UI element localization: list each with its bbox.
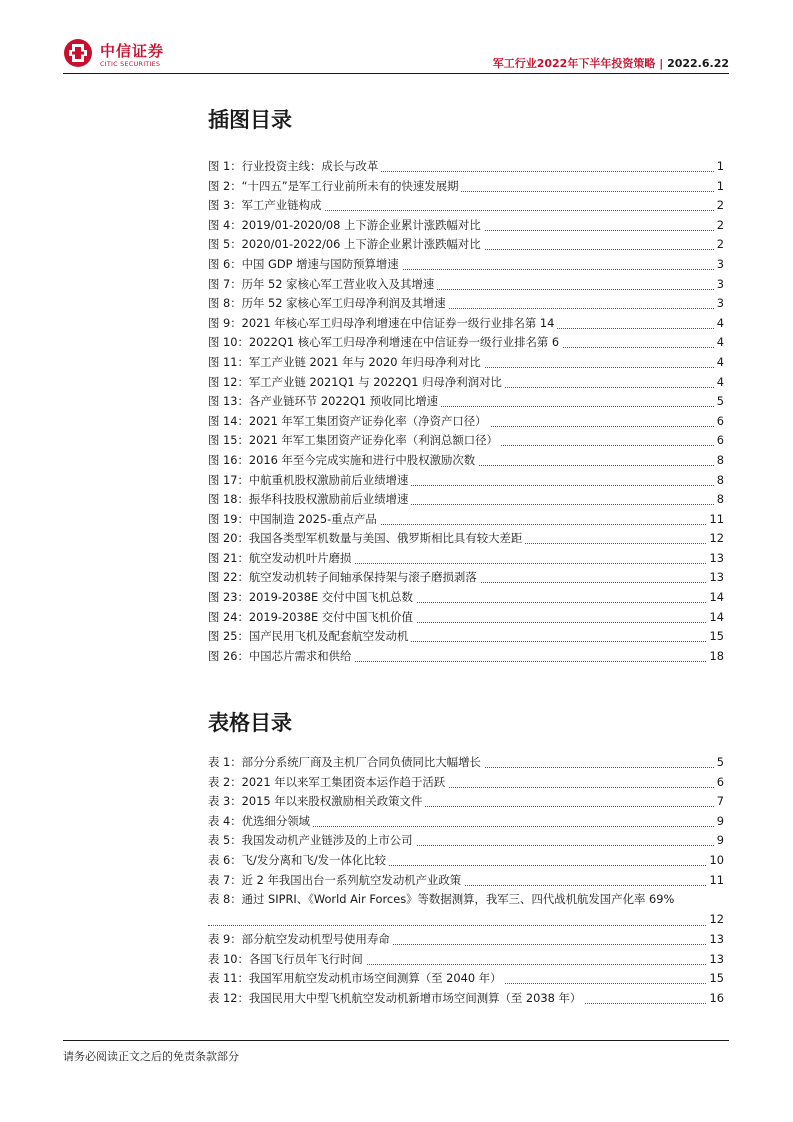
entry-label: 表 12：我国民用大中型飞机航空发动机新增市场空间测算（至 2038 年） — [208, 991, 584, 1005]
entry-page-number: 4 — [714, 373, 724, 393]
entry-page-number: 16 — [707, 989, 725, 1009]
figure-index-entry[interactable] — [208, 333, 724, 353]
entry-page-number: 14 — [707, 588, 725, 608]
figure-index-entry[interactable] — [208, 216, 724, 236]
footer-divider — [63, 1040, 729, 1041]
entry-label: 表 8：通过 SIPRI、《World Air Forces》等数据测算，我军三、四代战机航发国产化率 69% — [208, 892, 675, 907]
entry-label: 图 22：航空发动机转子间轴承保持架与滚子磨损剥落 — [208, 570, 480, 584]
entry-page-number: 7 — [714, 792, 724, 812]
figure-index-entry[interactable] — [208, 451, 724, 471]
citic-logo — [63, 38, 173, 72]
entry-page-number: 15 — [707, 969, 725, 989]
entry-label: 表 4：优选细分领域 — [208, 814, 313, 828]
entry-page-number: 2 — [714, 235, 724, 255]
table-index-entry[interactable] — [208, 792, 724, 812]
entry-page-number: 10 — [707, 851, 725, 871]
figures-index-list — [208, 157, 724, 666]
figure-index-entry[interactable] — [208, 412, 724, 432]
entry-page-number: 11 — [707, 871, 725, 891]
footer-disclaimer: 请务必阅读正文之后的免责条款部分 — [63, 1050, 239, 1063]
entry-page-number: 9 — [714, 831, 724, 851]
figure-index-entry[interactable] — [208, 294, 724, 314]
entry-page-number: 8 — [714, 471, 724, 491]
entry-label: 图 5：2020/01-2022/06 上下游企业累计涨跌幅对比 — [208, 237, 484, 251]
report-title: 军工行业2022年下半年投资策略 — [492, 57, 656, 70]
entry-page-number: 2 — [714, 216, 724, 236]
entry-label: 图 20：我国各类型军机数量与美国、俄罗斯相比具有较大差距 — [208, 531, 525, 545]
entry-label: 图 23：2019-2038E 交付中国飞机总数 — [208, 590, 416, 604]
figure-index-entry[interactable] — [208, 529, 724, 549]
entry-label: 表 10：各国飞行员年飞行时间 — [208, 952, 366, 966]
table-index-entry[interactable] — [208, 930, 724, 950]
entry-label: 图 24：2019-2038E 交付中国飞机价值 — [208, 610, 416, 624]
figure-index-entry[interactable] — [208, 549, 724, 569]
entry-page-number: 6 — [714, 412, 724, 432]
figure-index-entry[interactable] — [208, 471, 724, 491]
report-header-info — [493, 55, 729, 71]
figure-index-entry[interactable] — [208, 608, 724, 628]
entry-page-number: 8 — [714, 490, 724, 510]
company-name-cn: 中信证券 — [100, 42, 165, 60]
table-index-entry[interactable] — [208, 890, 724, 930]
table-index-entry[interactable] — [208, 773, 724, 793]
tables-index-title: 表格目录 — [208, 711, 292, 735]
entry-label: 图 4：2019/01-2020/08 上下游企业累计涨跌幅对比 — [208, 218, 484, 232]
entry-label: 图 10：2022Q1 核心军工归母净利增速在中信证券一级行业排名第 6 — [208, 335, 562, 349]
entry-page-number: 1 — [714, 157, 724, 177]
table-index-entry[interactable] — [208, 831, 724, 851]
company-name-en: CITIC SECURITIES — [100, 60, 161, 68]
entry-label: 图 21：航空发动机叶片磨损 — [208, 551, 354, 565]
entry-label: 图 3：军工产业链构成 — [208, 198, 324, 212]
entry-label: 图 6：中国 GDP 增速与国防预算增速 — [208, 257, 402, 271]
entry-page-number: 13 — [707, 930, 725, 950]
report-date: 2022.6.22 — [667, 57, 729, 70]
figure-index-entry[interactable] — [208, 275, 724, 295]
entry-label: 图 13：各产业链环节 2022Q1 预收同比增速 — [208, 394, 441, 408]
figure-index-entry[interactable] — [208, 177, 724, 197]
entry-label: 表 5：我国发动机产业链涉及的上市公司 — [208, 833, 416, 847]
figure-index-entry[interactable] — [208, 510, 724, 530]
table-index-entry[interactable] — [208, 989, 724, 1009]
header-separator: | — [659, 57, 664, 70]
entry-page-number: 4 — [714, 353, 724, 373]
table-index-entry[interactable] — [208, 753, 724, 773]
entry-label: 图 19：中国制造 2025-重点产品 — [208, 512, 380, 526]
entry-label: 表 3：2015 年以来股权激励相关政策文件 — [208, 794, 425, 808]
entry-page-number: 12 — [707, 529, 725, 549]
entry-page-number: 5 — [714, 392, 724, 412]
entry-label: 图 26：中国芯片需求和供给 — [208, 649, 354, 663]
entry-label: 图 16：2016 年至今完成实施和进行中股权激励次数 — [208, 453, 478, 467]
figure-index-entry[interactable] — [208, 490, 724, 510]
entry-page-number: 13 — [707, 950, 725, 970]
header-divider — [63, 73, 729, 74]
entry-label: 表 7：近 2 年我国出台一系列航空发动机产业政策 — [208, 873, 464, 887]
table-index-entry[interactable] — [208, 812, 724, 832]
entry-label: 表 9：部分航空发动机型号使用寿命 — [208, 932, 393, 946]
figure-index-entry[interactable] — [208, 157, 724, 177]
entry-page-number: 1 — [714, 177, 724, 197]
entry-page-number: 15 — [707, 627, 725, 647]
citic-logo-icon — [63, 38, 93, 68]
entry-page-number: 3 — [714, 294, 724, 314]
entry-page-number: 9 — [714, 812, 724, 832]
entry-label: 图 17：中航重机股权激励前后业绩增速 — [208, 473, 411, 487]
page-header — [63, 36, 729, 76]
figure-index-entry[interactable] — [208, 568, 724, 588]
entry-label: 表 11：我国军用航空发动机市场空间测算（至 2040 年） — [208, 971, 505, 985]
figure-index-entry[interactable] — [208, 353, 724, 373]
figure-index-entry[interactable] — [208, 392, 724, 412]
figure-index-entry[interactable] — [208, 647, 724, 667]
entry-page-number: 12 — [707, 910, 725, 930]
entry-label: 图 7：历年 52 家核心军工营业收入及其增速 — [208, 277, 437, 291]
entry-label: 图 14：2021 年军工集团资产证券化率（净资产口径） — [208, 414, 490, 428]
entry-page-number: 11 — [707, 510, 725, 530]
entry-label: 图 1：行业投资主线：成长与改革 — [208, 159, 381, 173]
figures-index-title: 插图目录 — [208, 108, 292, 132]
table-index-entry[interactable] — [208, 950, 724, 970]
figure-index-entry[interactable] — [208, 235, 724, 255]
entry-page-number: 13 — [707, 549, 725, 569]
entry-page-number: 8 — [714, 451, 724, 471]
table-index-entry[interactable] — [208, 871, 724, 891]
entry-label: 图 25：国产民用飞机及配套航空发动机 — [208, 629, 411, 643]
figure-index-entry[interactable] — [208, 255, 724, 275]
table-index-entry[interactable] — [208, 969, 724, 989]
figure-index-entry[interactable] — [208, 373, 724, 393]
figure-index-entry[interactable] — [208, 196, 724, 216]
entry-label: 表 6：飞/发分离和飞/发一体化比较 — [208, 853, 389, 867]
entry-page-number: 3 — [714, 275, 724, 295]
entry-page-number: 5 — [714, 753, 724, 773]
entry-page-number: 18 — [707, 647, 725, 667]
entry-page-number: 13 — [707, 568, 725, 588]
figure-index-entry[interactable] — [208, 627, 724, 647]
entry-label: 表 1：部分分系统厂商及主机厂合同负债同比大幅增长 — [208, 755, 484, 769]
entry-label: 图 18：振华科技股权激励前后业绩增速 — [208, 492, 411, 506]
entry-label: 表 2：2021 年以来军工集团资本运作趋于活跃 — [208, 775, 448, 789]
entry-label: 图 8：历年 52 家核心军工归母净利润及其增速 — [208, 296, 449, 310]
dot-leader — [208, 925, 724, 926]
table-index-entry[interactable] — [208, 851, 724, 871]
tables-index-list — [208, 753, 724, 1009]
entry-page-number: 2 — [714, 196, 724, 216]
entry-page-number: 6 — [714, 773, 724, 793]
entry-label: 图 9：2021 年核心军工归母净利增速在中信证券一级行业排名第 14 — [208, 316, 557, 330]
entry-label: 图 15：2021 年军工集团资产证券化率（利润总额口径） — [208, 433, 501, 447]
entry-page-number: 14 — [707, 608, 725, 628]
entry-page-number: 3 — [714, 255, 724, 275]
entry-page-number: 6 — [714, 431, 724, 451]
figure-index-entry[interactable] — [208, 588, 724, 608]
entry-label: 图 11：军工产业链 2021 年与 2020 年归母净利对比 — [208, 355, 484, 369]
entry-label: 图 2：“十四五”是军工行业前所未有的快速发展期 — [208, 179, 461, 193]
entry-page-number: 4 — [714, 314, 724, 334]
figure-index-entry[interactable] — [208, 431, 724, 451]
entry-label: 图 12：军工产业链 2021Q1 与 2022Q1 归母净利润对比 — [208, 375, 505, 389]
figure-index-entry[interactable] — [208, 314, 724, 334]
entry-page-number: 4 — [714, 333, 724, 353]
